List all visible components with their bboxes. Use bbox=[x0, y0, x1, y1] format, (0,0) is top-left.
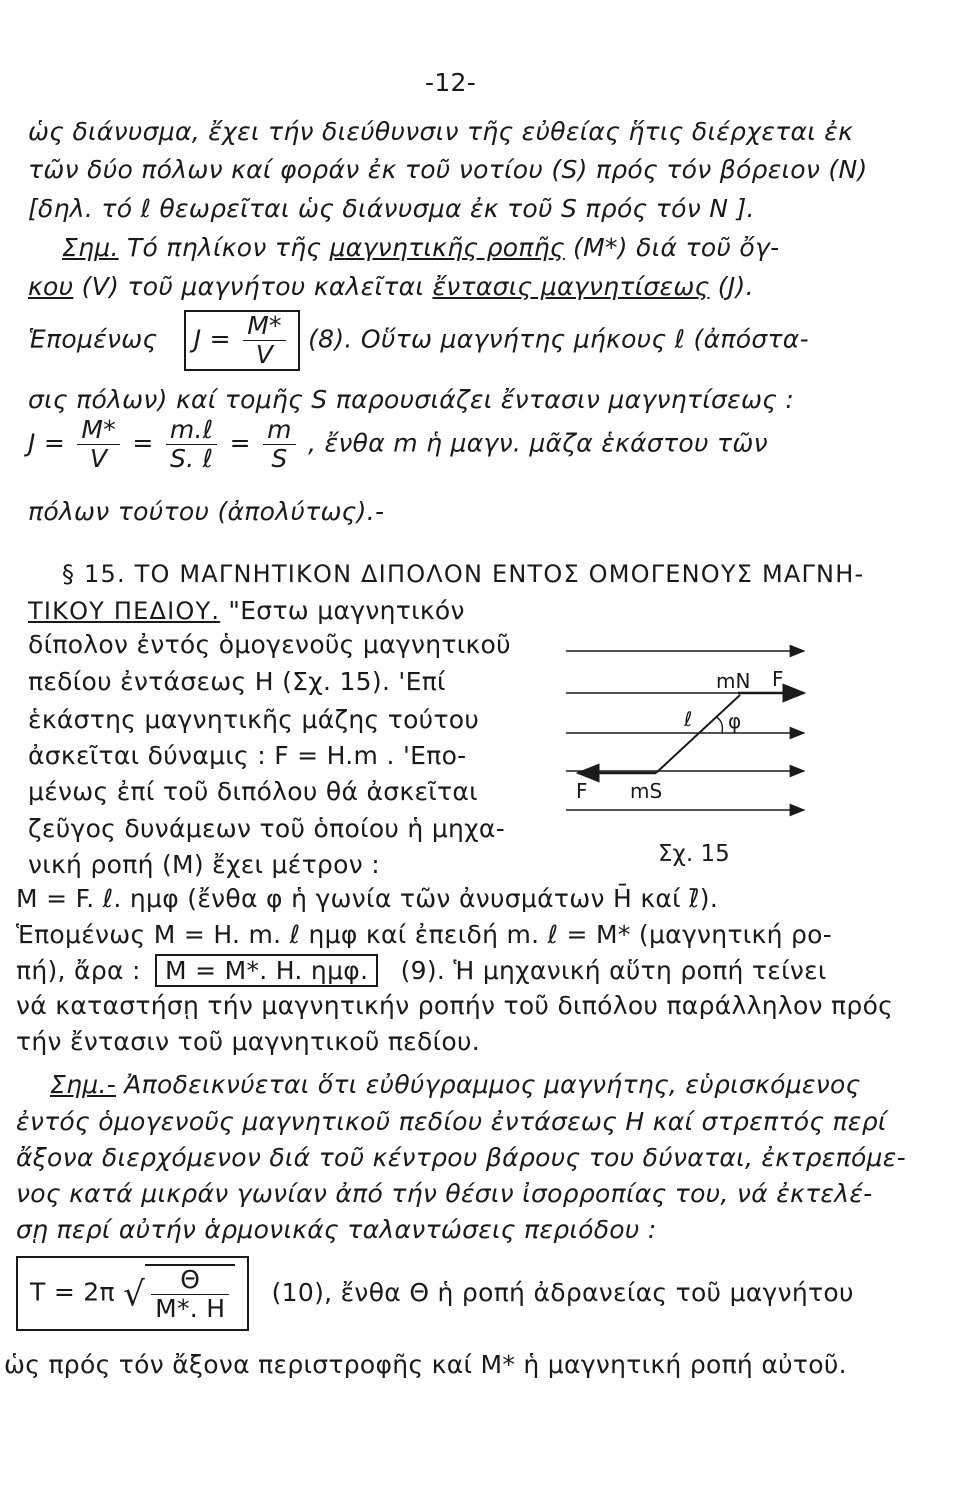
text-line-24 bbox=[50, 1070, 861, 1099]
note-label-2: Σημ.- bbox=[50, 1070, 117, 1099]
equation-fraction-3 bbox=[263, 416, 296, 473]
text-line-15: ἀσκεῖται δύναμις : F = H.m . 'Επο- bbox=[28, 741, 467, 770]
sqrt-sign: √ bbox=[123, 1274, 146, 1315]
equation-fraction-1-numerator: M* bbox=[77, 416, 120, 445]
text-line-17: ζεῦγος δυνάμεων τοῦ ὁποίου ἡ μηχα- bbox=[28, 814, 506, 843]
label-mS: mS bbox=[630, 779, 663, 803]
text-line-21-part-a: πή), ἄρα : bbox=[16, 956, 141, 985]
formula-8-numerator: M* bbox=[243, 312, 286, 341]
text-line-20: Ἑπομένως M = H. m. ℓ ημφ καί ἐπειδή m. ℓ = M* (μαγνητική ρο- bbox=[16, 920, 833, 949]
text-line-1: ὡς διάνυσμα, ἔχει τήν διεύθυνσιν τῆς εὐθείας ἥτις διέρχεται ἐκ bbox=[28, 117, 854, 146]
formula-10-fraction bbox=[151, 1266, 229, 1323]
label-F-north: F bbox=[772, 667, 784, 691]
formula-10-numerator: Θ bbox=[151, 1266, 229, 1295]
text-line-27: νος κατά μικράν γωνίαν ἀπό τήν θέσιν ἰσορροπίας του, νά ἐκτελέ- bbox=[16, 1179, 873, 1208]
text-line-21-part-b: (9). Ἡ μηχανική αὕτη ροπή τείνει bbox=[400, 956, 827, 985]
text-line-11-part-b: "Εστω μαγνητικόν bbox=[220, 596, 465, 625]
text-line-30: ὡς πρός τόν ἄξονα περιστροφῆς καί M* ἡ μαγνητική ροπή αὐτοῦ. bbox=[4, 1350, 847, 1379]
formula-8-lhs: J = bbox=[193, 324, 231, 354]
text-line-8 bbox=[28, 416, 768, 473]
formula-10-denominator: M*. H bbox=[155, 1294, 226, 1323]
section-15-heading: § 15. ΤΟ ΜΑΓΝΗΤΙΚΟΝ ΔΙΠΟΛΟΝ ΕΝΤΟΣ ΟΜΟΓΕΝΟΥΣ ΜΑΓΝΗ- bbox=[62, 560, 865, 588]
formula-8-fraction bbox=[243, 312, 286, 369]
label-phi: φ bbox=[728, 709, 742, 733]
formula-10-sqrt bbox=[123, 1264, 235, 1323]
text-line-3: [δηλ. τό ℓ θεωρεῖται ὡς διάνυσμα ἐκ τοῦ S πρός τόν N ]. bbox=[28, 194, 755, 223]
formula-8-box bbox=[184, 310, 300, 371]
text-line-14: ἑκάστης μαγνητικῆς μάζης τούτου bbox=[28, 705, 480, 734]
text-line-5-part-b: (V) τοῦ μαγνήτου καλεῖται bbox=[73, 272, 433, 301]
text-line-29 bbox=[16, 1256, 854, 1331]
magnetization-term: ἔντασις μαγνητίσεως bbox=[432, 272, 710, 301]
angle-phi-arc bbox=[716, 717, 722, 733]
section-15-heading-cont: ΤΙΚΟΥ ΠΕΔΙΟΥ. bbox=[28, 597, 221, 625]
equation-lhs: J = bbox=[28, 428, 66, 458]
text-line-6-part-a: Ἑπομένως bbox=[28, 324, 158, 354]
formula-10-box bbox=[16, 1256, 249, 1331]
text-line-4-part-b: Τό πηλίκον τῆς bbox=[118, 233, 330, 262]
text-line-24-part-b: Ἀποδεικνύεται ὅτι εὐθύγραμμος μαγνήτης, εὑρισκόμενος bbox=[116, 1070, 861, 1099]
text-line-23: τήν ἔντασιν τοῦ μαγνητικοῦ πεδίου. bbox=[16, 1027, 480, 1056]
equation-equals-1: = bbox=[132, 428, 154, 458]
text-line-16: μένως ἐπί τοῦ διπόλου θά ἀσκεῖται bbox=[28, 777, 478, 806]
text-line-6-part-b: (8). Οὕτω μαγνήτης μήκους ℓ (ἀπόστα- bbox=[308, 324, 809, 354]
text-line-9: πόλων τούτου (ἀπολύτως).- bbox=[28, 497, 385, 526]
text-line-29-rest: (10), ἔνθα Θ ἡ ροπή ἀδρανείας τοῦ μαγνήτου bbox=[271, 1277, 854, 1307]
formula-10-lhs: T = 2π bbox=[30, 1277, 115, 1307]
equation-fraction-3-denominator: S bbox=[271, 444, 288, 473]
text-line-22: νά καταστήσῃ τήν μαγνητικήν ροπήν τοῦ διπόλου παράλληλον πρός bbox=[16, 991, 894, 1020]
equation-equals-2: = bbox=[229, 428, 251, 458]
text-line-4-part-d: (M*) διά τοῦ ὄγ- bbox=[564, 233, 780, 262]
equation-fraction-2-numerator: m.ℓ bbox=[166, 416, 218, 445]
dipole-axis bbox=[656, 695, 740, 773]
figure-15 bbox=[566, 645, 816, 875]
text-line-6 bbox=[28, 310, 809, 371]
text-line-19: M = F. ℓ. ημφ (ἔνθα φ ἡ γωνία τῶν ἀνυσμάτων H̄ καί ℓ̄). bbox=[16, 884, 719, 913]
text-line-2: τῶν δύο πόλων καί φοράν ἐκ τοῦ νοτίου (S) πρός τόν βόρειον (N) bbox=[28, 155, 868, 184]
figure-caption: Σχ. 15 bbox=[658, 841, 730, 867]
text-line-5 bbox=[28, 272, 754, 301]
text-line-28: σῃ περί αὐτήν ἁρμονικάς ταλαντώσεις περιόδου : bbox=[16, 1215, 657, 1244]
page-number: -12- bbox=[425, 68, 477, 97]
label-F-south: F bbox=[576, 779, 588, 803]
text-line-21 bbox=[16, 954, 827, 987]
text-line-18: νική ροπή (M) ἔχει μέτρον : bbox=[28, 850, 380, 879]
text-line-5-part-d: (J). bbox=[709, 272, 754, 301]
text-line-4 bbox=[62, 233, 779, 262]
magnetic-moment-term: μαγνητικῆς ροπῆς bbox=[329, 233, 565, 262]
label-l: ℓ bbox=[684, 707, 693, 731]
text-line-12: δίπολον ἐντός ὁμογενοῦς μαγνητικοῦ bbox=[28, 630, 511, 659]
equation-fraction-3-numerator: m bbox=[263, 416, 296, 445]
text-line-7: σις πόλων) καί τομῆς S παρουσιάζει ἔντασιν μαγνητίσεως : bbox=[28, 385, 795, 414]
note-label: Σημ. bbox=[62, 233, 119, 262]
sqrt-radicand bbox=[145, 1264, 235, 1323]
formula-8-denominator: V bbox=[255, 340, 274, 369]
text-line-11 bbox=[28, 596, 465, 625]
equation-explanation: , ἔνθα m ἡ μαγν. μᾶζα ἑκάστου τῶν bbox=[308, 428, 768, 458]
formula-9-box: M = M*. H. ημφ. bbox=[155, 954, 378, 987]
text-line-25: ἐντός ὁμογενοῦς μαγνητικοῦ πεδίου ἐντάσεως H καί στρεπτός περί bbox=[16, 1107, 887, 1136]
text-line-13: πεδίου ἐντάσεως H (Σχ. 15). 'Επί bbox=[28, 667, 446, 696]
text-line-26: ἄξονα διερχόμενον διά τοῦ κέντρου βάρους του δύναται, ἐκτρεπόμε- bbox=[16, 1143, 906, 1172]
volume-word: κου bbox=[28, 272, 74, 301]
equation-fraction-1-denominator: V bbox=[90, 444, 108, 473]
equation-fraction-2 bbox=[166, 416, 218, 473]
equation-fraction-1 bbox=[77, 416, 120, 473]
label-mN: mN bbox=[716, 669, 751, 693]
equation-fraction-2-denominator: S. ℓ bbox=[169, 444, 214, 473]
